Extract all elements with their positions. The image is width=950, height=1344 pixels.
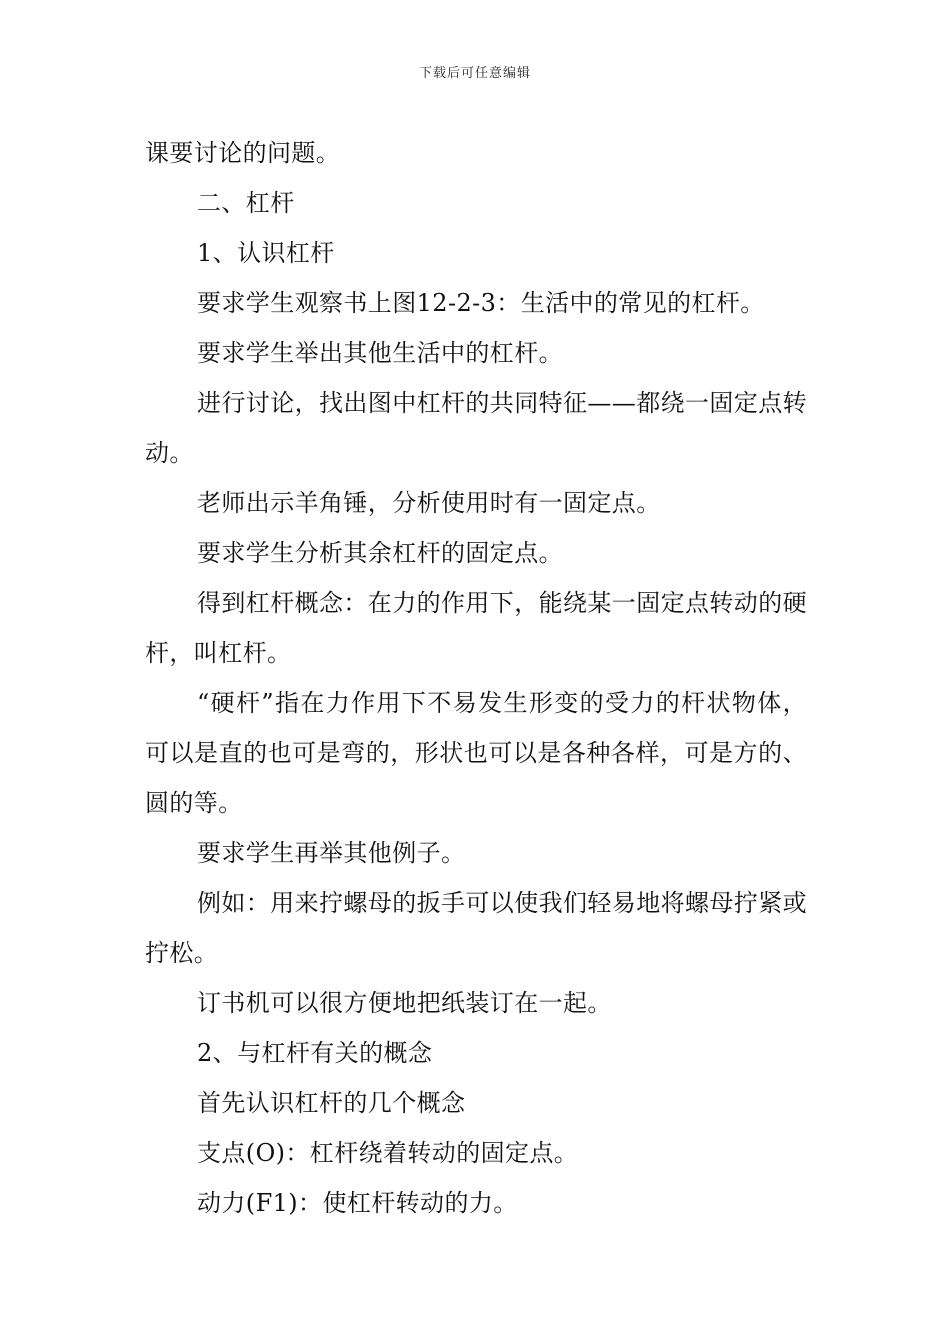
subsection-heading-know-lever: 1、认识杠杆 — [197, 239, 335, 267]
page-header: 下载后可任意编辑 — [418, 66, 531, 81]
paragraph: “硬杆”指在力作用下不易发生形变的受力的杆状物体，可以是直的也可是弯的，形状也可以是各种各样，可是方的、圆的等。 — [145, 689, 807, 817]
paragraph-fulcrum-definition: 支点(O)：杠杆绕着转动的固定点。 — [197, 1139, 579, 1167]
subsection-heading-lever-concepts: 2、与杠杆有关的概念 — [197, 1039, 433, 1067]
paragraph: 例如：用来拧螺母的扳手可以使我们轻易地将螺母拧紧或拧松。 — [145, 889, 807, 967]
paragraph: 老师出示羊角锤，分析使用时有一固定点。 — [197, 489, 661, 517]
paragraph: 进行讨论，找出图中杠杆的共同特征——都绕一固定点转动。 — [145, 389, 807, 467]
section-heading-lever: 二、杠杆 — [197, 189, 295, 217]
paragraph-continuation: 课要讨论的问题。 — [145, 139, 341, 167]
paragraph: 首先认识杠杆的几个概念 — [197, 1089, 466, 1117]
paragraph: 要求学生举出其他生活中的杠杆。 — [197, 339, 563, 367]
paragraph: 要求学生分析其余杠杆的固定点。 — [197, 539, 563, 567]
paragraph: 要求学生再举其他例子。 — [197, 839, 466, 867]
document-body — [145, 128, 807, 1228]
paragraph: 订书机可以很方便地把纸装订在一起。 — [197, 989, 612, 1017]
paragraph: 要求学生观察书上图12-2-3：生活中的常见的杠杆。 — [197, 289, 765, 317]
paragraph-lever-definition: 得到杠杆概念：在力的作用下，能绕某一固定点转动的硬杆，叫杠杆。 — [145, 589, 807, 667]
paragraph-effort-force-definition: 动力(F1)：使杠杆转动的力。 — [197, 1189, 518, 1217]
